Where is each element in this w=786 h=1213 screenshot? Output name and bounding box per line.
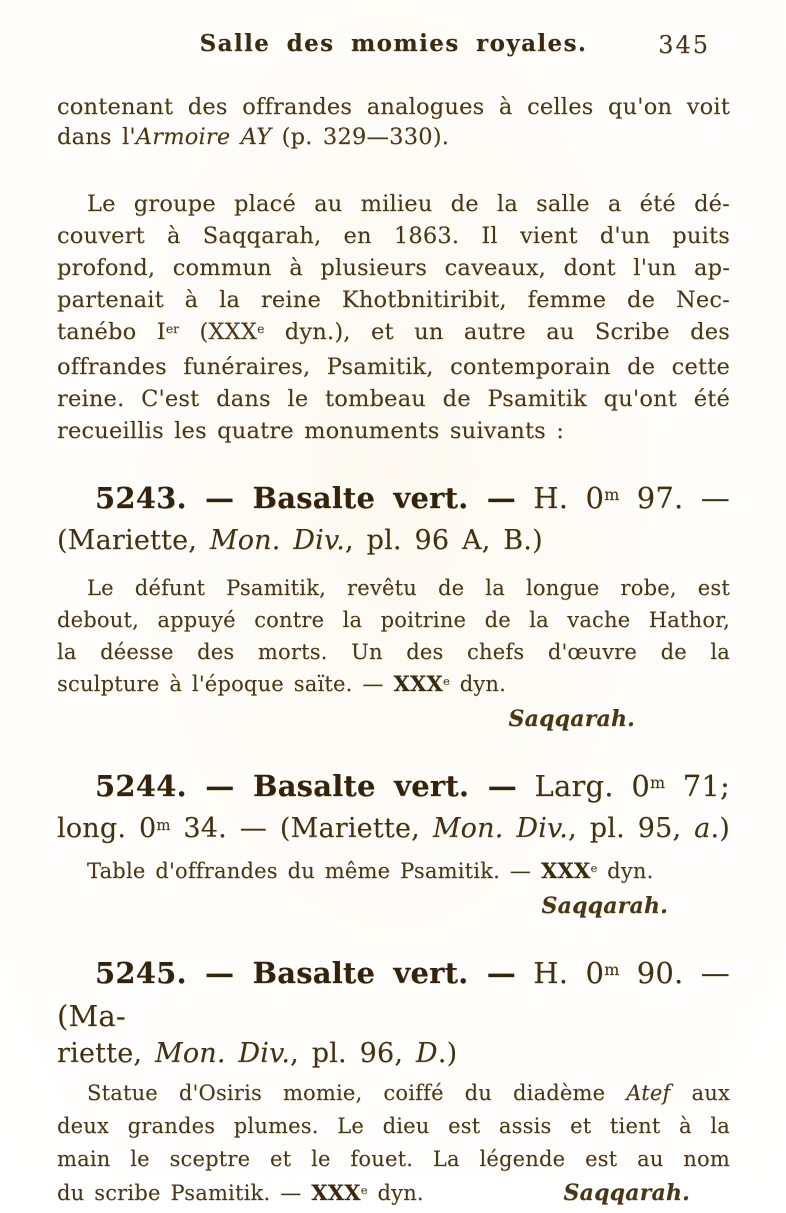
- entry-description: [57, 855, 730, 922]
- paragraph-line: [57, 284, 730, 316]
- dynasty-numeral: XXX: [393, 671, 443, 696]
- description-line: [57, 1110, 730, 1143]
- text-segment: main le sceptre et le fouet. La légende est au nom: [57, 1147, 730, 1171]
- intro-paragraph: [57, 92, 730, 152]
- italic-work-title: Mon. Div.: [432, 813, 569, 844]
- description-line: [57, 604, 730, 636]
- intro-line-1: [57, 92, 730, 122]
- entry-heading: [57, 479, 730, 560]
- dimension-text: Larg. 0: [516, 769, 650, 803]
- text-segment: recueillis les quatre monuments suivants :: [57, 418, 565, 444]
- text-segment: dyn.: [367, 1181, 424, 1205]
- metre-superscript: m: [604, 485, 620, 505]
- text-segment: Statue d'Osiris momie, coiffé du diadème: [87, 1081, 627, 1105]
- dynasty-numeral: XXX: [311, 1180, 361, 1205]
- text-segment: .): [437, 1038, 458, 1069]
- entry-reference-line: [57, 810, 730, 851]
- italic-plate-letter: D: [415, 1038, 438, 1069]
- entry-heading-line: [57, 767, 730, 810]
- metre-superscript: m: [156, 815, 171, 834]
- provenance-line: [57, 890, 730, 922]
- dimension-text: 97. —: [619, 481, 730, 515]
- entry-heading-line: [57, 479, 730, 522]
- text-segment: tanébo I: [57, 319, 166, 345]
- entry-description: [57, 1077, 730, 1213]
- provenance: Saqqarah.: [541, 893, 668, 919]
- description-line: [57, 855, 730, 890]
- ordinal-superscript: e: [590, 861, 598, 876]
- text-segment: partenait à la reine Khotbnitiribit, femme de Nec-: [57, 287, 730, 313]
- description-line: [57, 636, 730, 668]
- description-line: [57, 668, 730, 703]
- ordinal-superscript: er: [165, 321, 180, 336]
- italic-work-title: Mon. Div.: [154, 1038, 291, 1069]
- italic-book-title: Armoire AY: [135, 124, 272, 150]
- entry-description: [57, 572, 730, 735]
- text-segment: la déesse des morts. Un des chefs d'œuvre de la: [57, 640, 730, 664]
- entry-number-and-material: 5243. — Basalte vert. —: [95, 481, 516, 515]
- dynasty-numeral: XXX: [540, 858, 591, 883]
- entry-number-and-material: 5245. — Basalte vert. —: [95, 956, 516, 990]
- page-header: [57, 30, 730, 60]
- text-segment: dyn.), et un autre au Scribe des: [264, 319, 730, 345]
- ordinal-superscript: e: [257, 321, 265, 336]
- metre-superscript: m: [649, 773, 666, 793]
- provenance: Saqqarah.: [508, 706, 635, 732]
- text-segment: 34. — (Mariette,: [170, 813, 433, 844]
- text-segment: riette,: [57, 1038, 155, 1069]
- text-group: [57, 1176, 424, 1213]
- intro-line-2: [57, 122, 730, 152]
- entry-reference-line: [57, 1035, 730, 1073]
- running-title: Salle des momies royales.: [199, 30, 588, 57]
- text-segment: du scribe Psamitik. —: [57, 1181, 312, 1205]
- paragraph-line: [57, 415, 730, 447]
- text-segment: debout, appuyé contre la poitrine de la vache Hathor,: [57, 608, 730, 632]
- text-segment: couvert à Saqqarah, en 1863. Il vient d'un puits: [57, 223, 730, 249]
- ordinal-superscript: e: [360, 1183, 368, 1198]
- catalog-entry-5244: [57, 767, 730, 922]
- text-segment: deux grandes plumes. Le dieu est assis et tient à la: [57, 1114, 730, 1138]
- text-segment: Le défunt Psamitik, revêtu de la longue robe, est: [87, 576, 730, 600]
- dimension-text: H. 0: [515, 481, 605, 515]
- catalog-entry-5243: [57, 479, 730, 735]
- italic-plate-letter: a: [694, 813, 711, 844]
- description-line: [57, 572, 730, 604]
- entry-reference-line: [57, 522, 730, 560]
- text-segment: , pl. 96,: [290, 1038, 416, 1069]
- dimension-text: 90. — (Ma-: [57, 956, 730, 1033]
- text-segment: Le groupe placé au milieu de la salle a été dé-: [87, 191, 730, 217]
- dimension-text: H. 0: [515, 956, 605, 990]
- provenance-line: [57, 703, 730, 735]
- text-segment: profond, commun à plusieurs caveaux, dont l'un ap-: [57, 255, 730, 281]
- text-segment: contenant des offrandes analogues à celles qu'on voit: [57, 94, 730, 120]
- page-number: 345: [658, 31, 710, 59]
- entry-heading: [57, 954, 730, 1073]
- description-line: [57, 1143, 730, 1176]
- text-segment: dyn.: [597, 859, 654, 883]
- text-segment: (p. 329—330).: [271, 124, 450, 150]
- text-segment: , pl. 95,: [568, 813, 695, 844]
- text-segment: dans l': [57, 124, 136, 150]
- catalog-entry-5245: [57, 954, 730, 1213]
- entry-heading: [57, 767, 730, 851]
- text-segment: Table d'offrandes du même Psamitik. —: [87, 859, 541, 883]
- text-segment: (Mariette,: [57, 525, 210, 556]
- dimension-text: 71;: [665, 769, 730, 803]
- metre-superscript: m: [604, 960, 620, 980]
- text-segment: dyn.: [449, 672, 507, 696]
- italic-term: Atef: [626, 1081, 671, 1105]
- description-line: [57, 1077, 730, 1110]
- dimension-text: long. 0: [57, 813, 157, 844]
- text-segment: reine. C'est dans le tombeau de Psamitik qu'ont été: [57, 386, 730, 412]
- paragraph-line: [57, 316, 730, 351]
- ordinal-superscript: e: [443, 674, 450, 689]
- text-segment: (XXX: [179, 319, 258, 345]
- text-segment: , pl. 96 A, B.): [345, 525, 543, 556]
- text-segment: offrandes funéraires, Psamitik, contemporain de cette: [57, 354, 730, 380]
- provenance: Saqqarah.: [563, 1180, 690, 1206]
- paragraph-line: [57, 220, 730, 252]
- text-segment: .): [710, 813, 730, 844]
- description-line: [57, 1176, 730, 1213]
- paragraph-line: [57, 351, 730, 383]
- entry-number-and-material: 5244. — Basalte vert. —: [95, 769, 517, 803]
- text-segment: aux: [670, 1081, 730, 1105]
- main-paragraph: [57, 188, 730, 447]
- italic-work-title: Mon. Div.: [209, 525, 346, 556]
- entry-heading-line: [57, 954, 730, 1035]
- text-segment: sculpture à l'époque saïte. —: [57, 672, 394, 696]
- paragraph-line: [57, 188, 730, 220]
- paragraph-line: [57, 383, 730, 415]
- paragraph-line: [57, 252, 730, 284]
